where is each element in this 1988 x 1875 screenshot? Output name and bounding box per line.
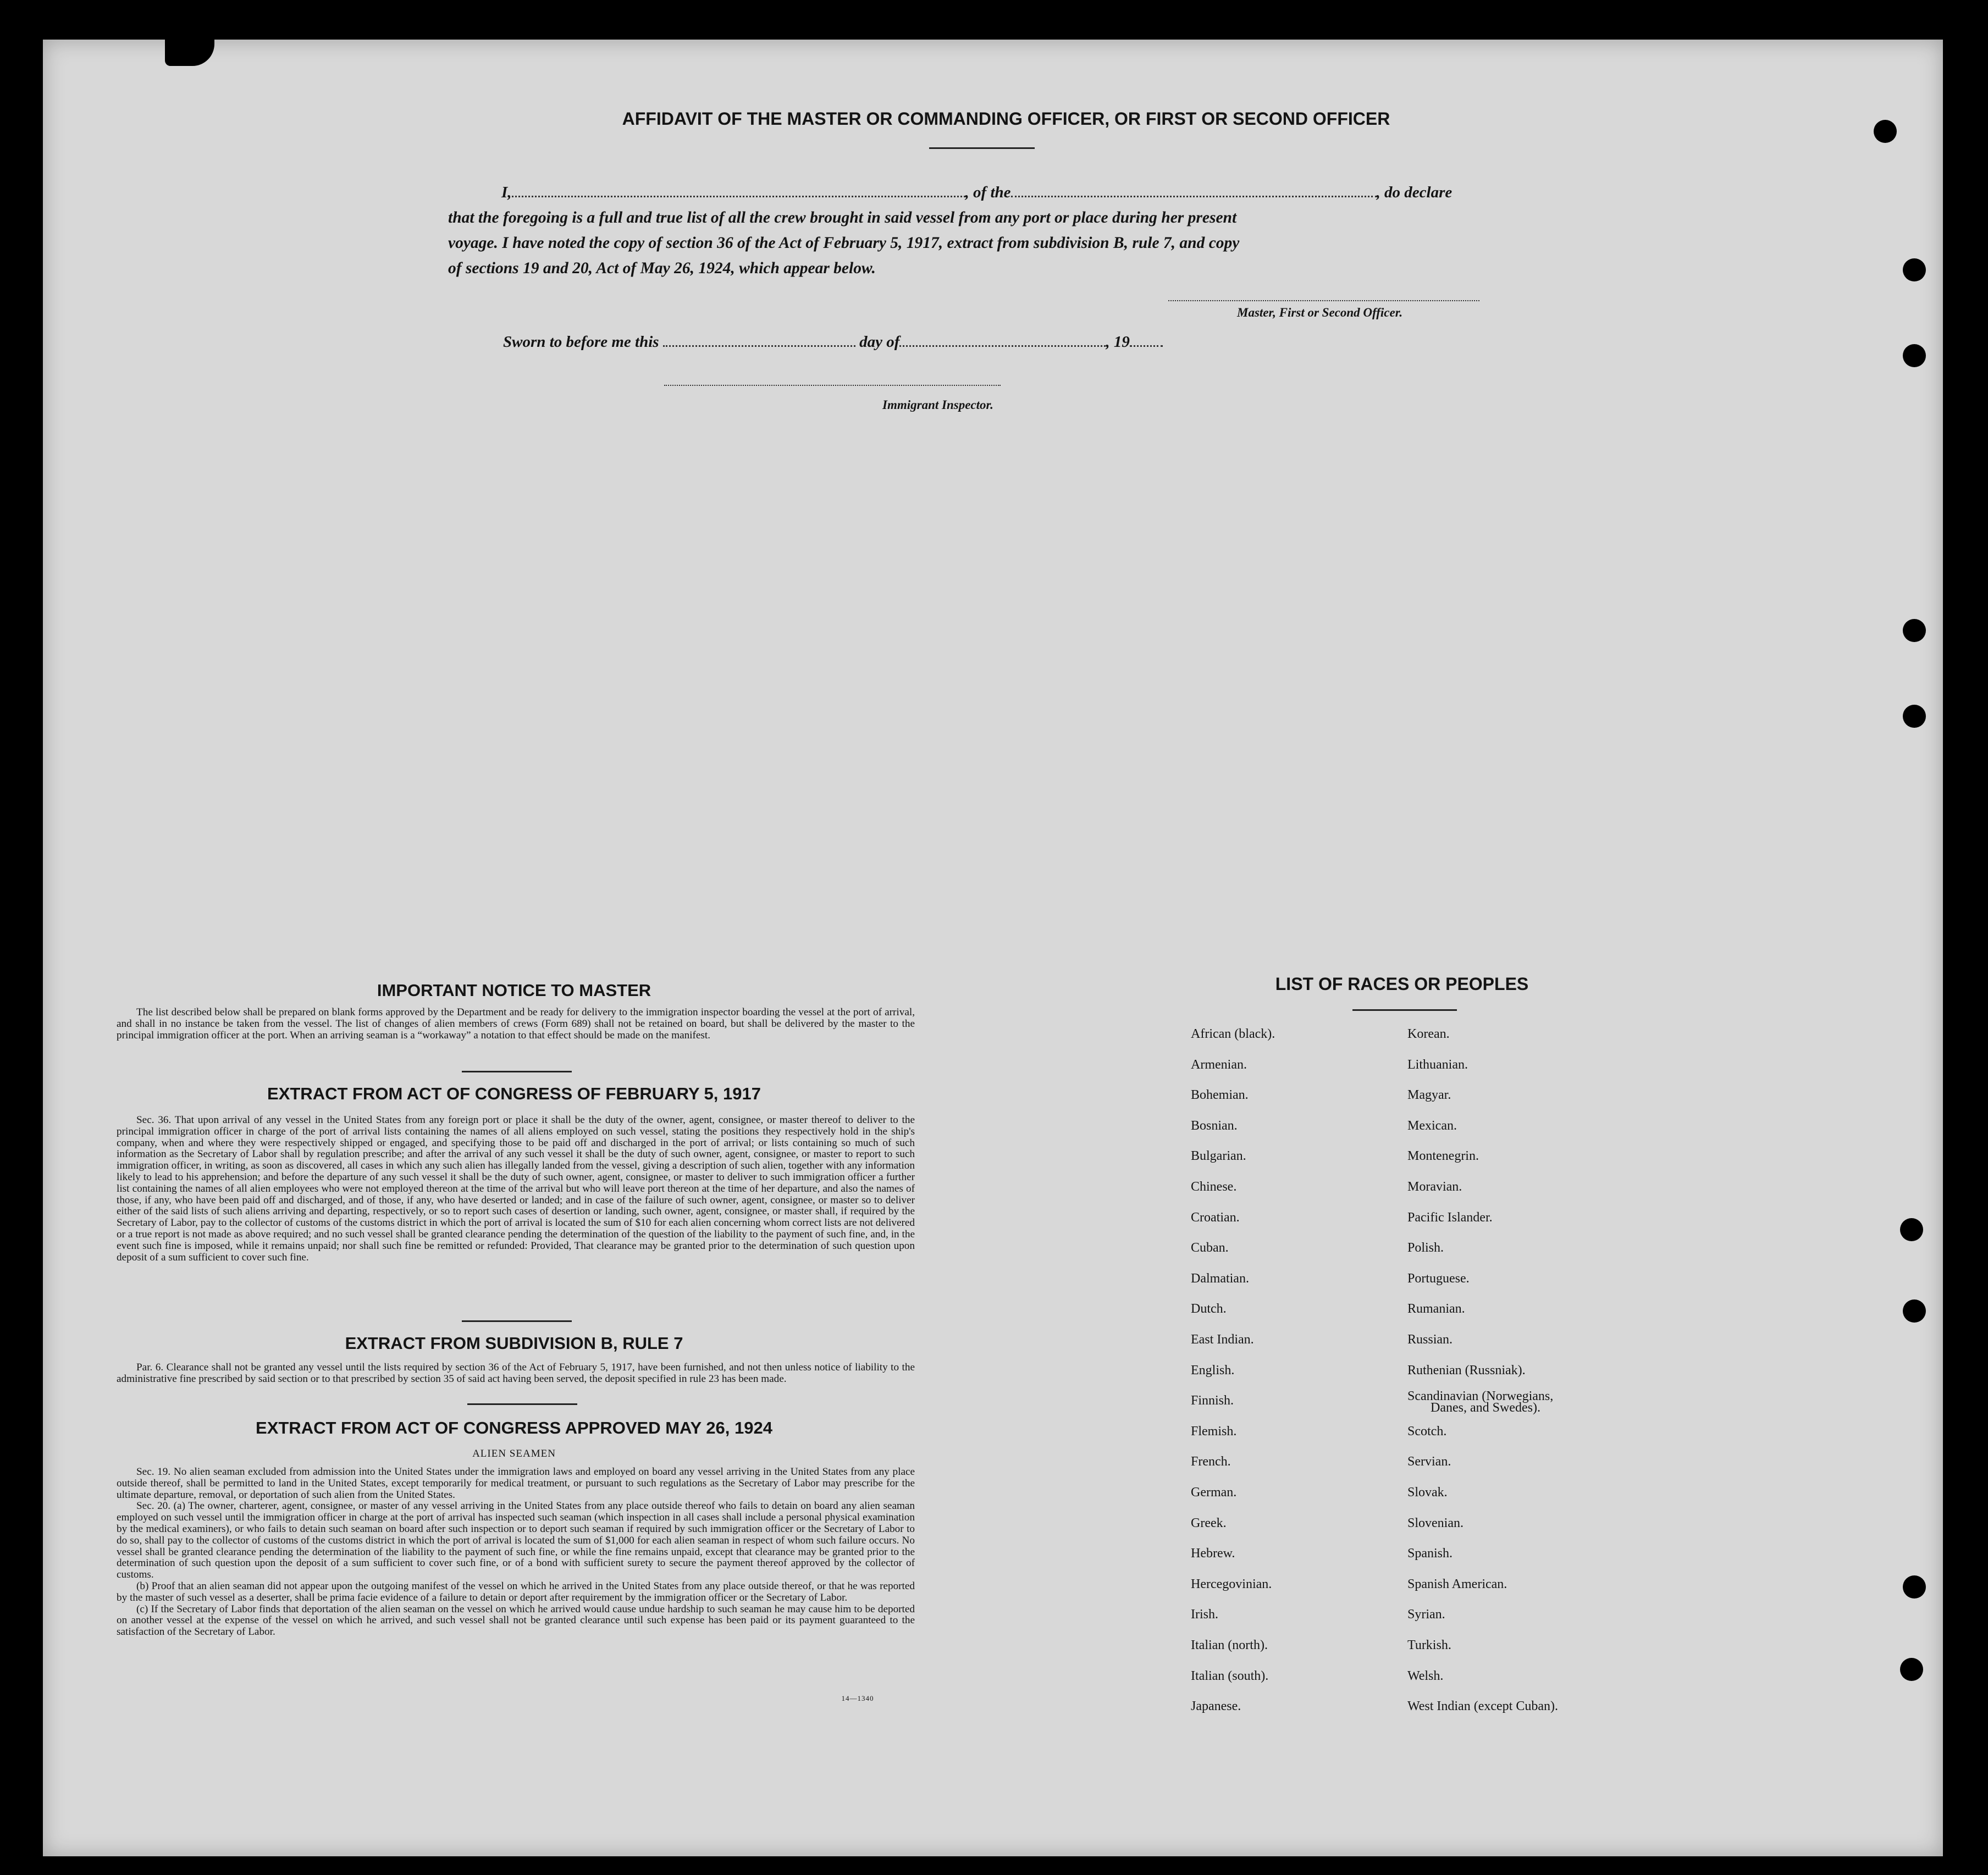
race-item: German.	[1191, 1485, 1237, 1500]
race-item: Lithuanian.	[1407, 1057, 1468, 1072]
race-item: Bulgarian.	[1191, 1149, 1246, 1164]
form-number: 14—1340	[841, 1694, 874, 1702]
subdivision-b-text: Par. 6. Clearance shall not be granted any vessel until the lists required by section 36 of the Act of February 5, 1917, have been furnished, and not then unless notice of liability to the administrative fine prescribed by said section or to that prescribed by section 35 of said act having been served, the deposit specified in rule 23 has been made.	[117, 1362, 915, 1385]
sworn-line: Sworn to before me this day of , 19	[503, 333, 1163, 351]
race-item: Ruthenian (Russniak).	[1407, 1363, 1526, 1378]
notice-text: The list described below shall be prepared on blank forms approved by the Department and be ready for delivery to the immigration inspector boarding the vessel at the port of arrival, and shall in no instance be taken from the vessel. The list of changes of alien members of crews (Form 689) shall not be retained on board, but shall be delivered by the master to the principal immigration officer at the port. When an arriving seaman is a “workaway” a notation to that effect should be made on the manifest.	[117, 1006, 915, 1041]
master-signature-caption: Master, First or Second Officer.	[1237, 306, 1403, 319]
race-item: Flemish.	[1191, 1424, 1237, 1439]
punch-hole	[1903, 619, 1926, 642]
race-item: Chinese.	[1191, 1180, 1237, 1194]
race-item: Finnish.	[1191, 1393, 1234, 1408]
punch-hole	[1900, 1218, 1923, 1241]
race-item: Japanese.	[1191, 1699, 1241, 1714]
race-item: French.	[1191, 1454, 1231, 1469]
race-item: Dutch.	[1191, 1302, 1227, 1317]
race-item: Hebrew.	[1191, 1546, 1235, 1561]
race-item: Servian.	[1407, 1454, 1451, 1469]
race-item: Rumanian.	[1407, 1302, 1465, 1317]
alien-seamen-subtitle: ALIEN SEAMEN	[472, 1448, 556, 1459]
race-item-scandinavian-cont: Danes, and Swedes).	[1431, 1401, 1540, 1415]
race-item: Spanish.	[1407, 1546, 1453, 1561]
race-item: East Indian.	[1191, 1332, 1254, 1347]
extract-1917-title: EXTRACT FROM ACT OF CONGRESS OF FEBRUARY 5, 1917	[267, 1084, 761, 1103]
affidavit-line-4: of sections 19 and 20, Act of May 26, 1924, which appear below.	[448, 259, 876, 277]
race-item: Turkish.	[1407, 1638, 1451, 1652]
punch-hole	[1903, 1299, 1926, 1323]
punch-hole	[1903, 344, 1926, 367]
master-signature-line	[1168, 300, 1479, 302]
races-title: LIST OF RACES OR PEOPLES	[1275, 974, 1529, 994]
race-item: Russian.	[1407, 1332, 1453, 1347]
sec-20c: (c) If the Secretary of Labor finds that deportation of the alien seaman on the vessel on which he arrived would cause undue hardship to such seaman he may cause him to be deported on another vessel at the expense of the vessel on which he arrived, and such vessel shall not be granted clearance until such expense has been paid or its payment guaranteed to the satisfaction of the Secretary of Labor.	[117, 1603, 915, 1638]
race-item: Cuban.	[1191, 1241, 1229, 1255]
race-item: West Indian (except Cuban).	[1407, 1699, 1558, 1714]
race-item: Slovak.	[1407, 1485, 1448, 1500]
punch-hole	[1900, 1658, 1923, 1681]
race-item: Pacific Islander.	[1407, 1210, 1493, 1225]
race-item: Greek.	[1191, 1516, 1227, 1530]
race-item: Bosnian.	[1191, 1118, 1238, 1133]
inspector-signature-line	[664, 385, 1001, 387]
affidavit-line-2: that the foregoing is a full and true list of all the crew brought in said vessel from any port or place during her present	[448, 209, 1237, 226]
punch-hole	[1903, 705, 1926, 728]
section-rule	[467, 1403, 577, 1405]
race-item: Italian (north).	[1191, 1638, 1268, 1652]
extract-1924-text	[117, 1467, 915, 1638]
sec-19: Sec. 19. No alien seaman excluded from admission into the United States under the immigration laws and employed on board any vessel arriving in the United States from any place outside thereof, shall be permitted to land in the United States, except temporarily for medical treatment, or pursuant to such regulations as the Secretary of Labor may prescribe for the ultimate departure, removal, or deportation of such alien from the United States.	[117, 1466, 915, 1501]
race-item: Polish.	[1407, 1241, 1444, 1255]
race-item: Welsh.	[1407, 1668, 1444, 1683]
race-item: English.	[1191, 1363, 1235, 1378]
subdivision-b-title: EXTRACT FROM SUBDIVISION B, RULE 7	[345, 1334, 683, 1353]
extract-1924-title: EXTRACT FROM ACT OF CONGRESS APPROVED MAY 26, 1924	[256, 1418, 772, 1437]
affidavit-line-1: I, , of the , do declare	[501, 184, 1453, 201]
race-item: Scotch.	[1407, 1424, 1447, 1439]
punch-hole	[1903, 1575, 1926, 1599]
race-item: Italian (south).	[1191, 1668, 1269, 1683]
affidavit-line-3: voyage. I have noted the copy of section 36 of the Act of February 5, 1917, extract from subdivision B, rule 7, and copy	[448, 234, 1240, 252]
race-item: Bohemian.	[1191, 1088, 1249, 1103]
race-item: Slovenian.	[1407, 1516, 1464, 1530]
race-item: Magyar.	[1407, 1088, 1451, 1103]
inspector-caption: Immigrant Inspector.	[882, 398, 993, 412]
section-rule	[462, 1071, 572, 1072]
race-item: Dalmatian.	[1191, 1271, 1249, 1286]
race-item: Armenian.	[1191, 1057, 1247, 1072]
race-item: African (black).	[1191, 1027, 1275, 1041]
race-item: Hercegovinian.	[1191, 1577, 1272, 1591]
race-item: Croatian.	[1191, 1210, 1240, 1225]
punch-hole	[1874, 120, 1897, 143]
race-item: Syrian.	[1407, 1607, 1445, 1622]
section-rule	[462, 1320, 572, 1322]
extract-1917-text: Sec. 36. That upon arrival of any vessel in the United States from any foreign port or place it shall be the duty of the owner, agent, consignee, or master thereof to deliver to the principal immigration officer in charge of the port of arrival lists containing the names of all aliens employed on such vessel, stating the positions they respectively hold in the ship's company, when and where they were respectively shipped or engaged, and specifying those to be paid off and discharged in the port of arrival; or lists containing so much of such information as the Secretary of Labor shall by regulation prescribe; and after the arrival of any such vessel it shall be the duty of such owner, agent, consignee, or master to report to such immigration officer, in writing, as soon as discovered, all cases in which any such alien has illegally landed from the vessel, giving a description of such alien, together with any information likely to lead to his apprehension; and before the departure of any such vessel it shall be the duty of such owner, agent, consignee, or master to deliver to such immigration officer a further list containing the names of all alien employees who were not employed thereon at the time of the arrival but who will leave port thereon at the time of her departure, and also the names of those, if any, who have been paid off and discharged, and of those, if any, who have deserted or landed; and in case of the failure of such owner, agent, consignee, or master so to deliver either of the said lists of such aliens arriving and departing, respectively, or so to report such cases of desertion or landing, such owner, agent, consignee, or master shall, if required by the Secretary of Labor, pay to the collector of customs of the customs district in which the port of arrival is located the sum of $10 for each alien concerning whom correct lists are not delivered or a true report is not made as above required; and no such vessel shall be granted clearance pending the determination of the question of the liability to the payment of such fine, and, in the event such fine is imposed, while it remains unpaid; nor shall such fine be remitted or refunded: Provided, That clearance may be granted prior to the determination of such question upon deposit of a sum sufficient to cover such fine.	[117, 1114, 915, 1263]
race-item: Irish.	[1191, 1607, 1218, 1622]
sec-20b: (b) Proof that an alien seaman did not appear upon the outgoing manifest of the vessel on which he arrived in the United States from any place outside thereof, or that he was reported by the master of such vessel as a deserter, shall be prima facie evidence of a failure to detain or deport after requirement by the immigration officer or the Secretary of Labor.	[117, 1580, 915, 1603]
race-item: Spanish American.	[1407, 1577, 1507, 1591]
race-item: Portuguese.	[1407, 1271, 1470, 1286]
race-item: Montenegrin.	[1407, 1149, 1479, 1164]
sec-20a: Sec. 20. (a) The owner, charterer, agent, consignee, or master of any vessel arriving in the United States from any place outside thereof who fails to detain on board any alien seaman employed on such vessel until the immigration officer in charge at the port of arrival has inspected such seaman (which inspection in all cases shall include a personal physical examination by the medical examiners), or who fails to detain such seaman on board after such inspection or to deport such seaman if required by such immigration officer or the Secretary of Labor to do so, shall pay to the collector of customs of the customs district in which the port of arrival is located the sum of $1,000 for each alien seaman in respect of whom such failure occurs. No vessel shall be granted clearance pending the determination of the liability to the payment of such fine, or while the fine remains unpaid, except that clearance may be granted prior to the determination of such question upon the deposit of a sum sufficient to cover such fine, or of a bond with sufficient surety to secure the payment thereof approved by the collector of customs.	[117, 1500, 915, 1581]
notice-title: IMPORTANT NOTICE TO MASTER	[377, 981, 651, 1000]
affidavit-title: AFFIDAVIT OF THE MASTER OR COMMANDING OFFICER, OR FIRST OR SECOND OFFICER	[622, 109, 1390, 129]
races-title-rule	[1352, 1009, 1457, 1011]
race-item: Mexican.	[1407, 1118, 1457, 1133]
race-item: Korean.	[1407, 1027, 1450, 1041]
title-rule	[929, 147, 1035, 149]
race-item: Moravian.	[1407, 1180, 1462, 1194]
punch-hole	[1903, 258, 1926, 281]
race-item: Scandinavian (Norwegians,	[1407, 1389, 1554, 1404]
